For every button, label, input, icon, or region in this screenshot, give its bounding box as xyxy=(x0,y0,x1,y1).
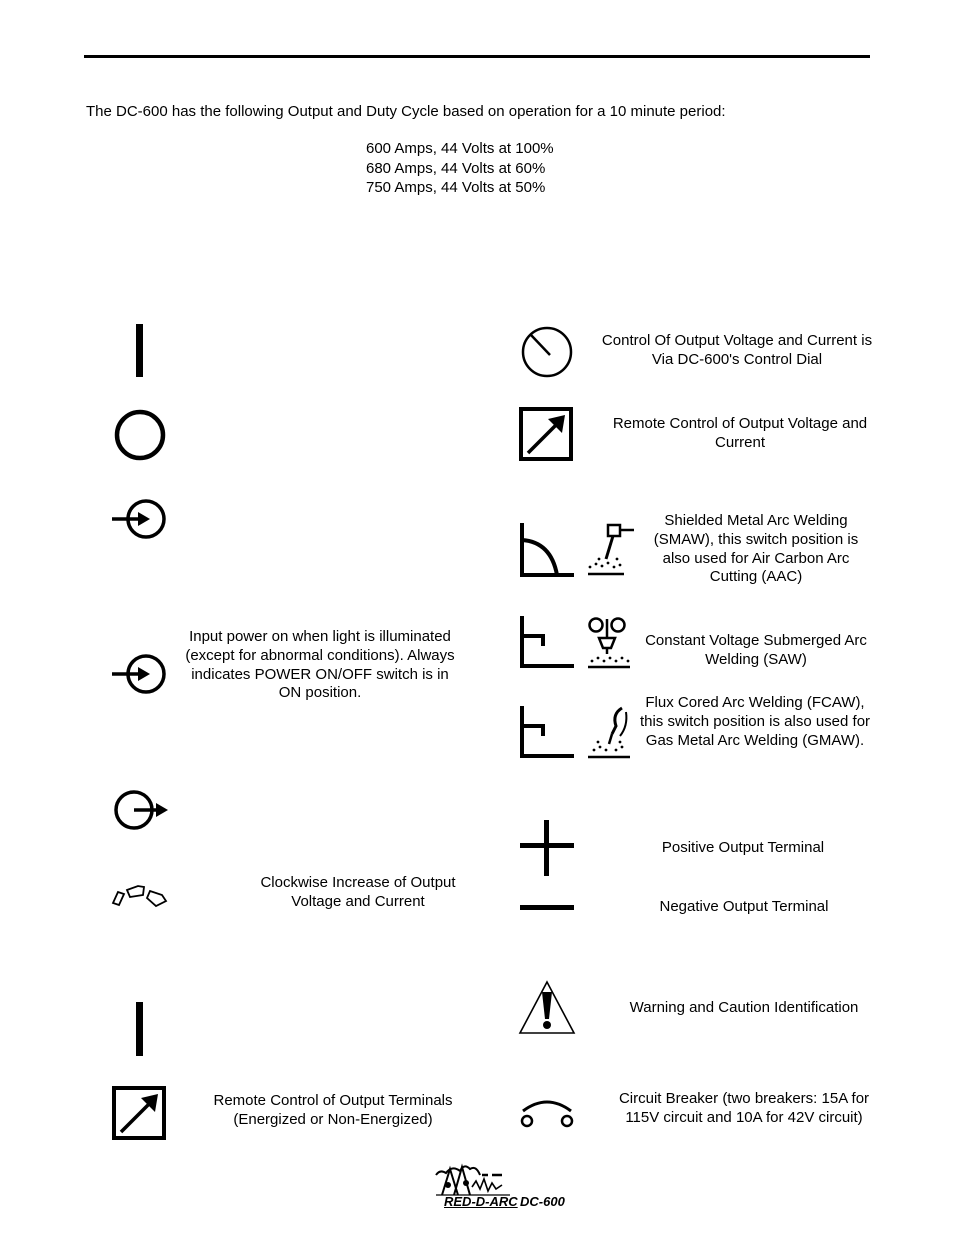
positive-terminal-description: Positive Output Terminal xyxy=(661,839,825,856)
power-on-light-icon xyxy=(110,652,170,698)
control-dial-icon xyxy=(519,324,575,380)
wire-gun-icon xyxy=(582,704,638,762)
footer-model: DC-600 xyxy=(520,1194,565,1209)
fcaw-description: Flux Cored Arc Welding (FCAW), this switch position is also used for Gas Metal Arc Welding (GMAW). xyxy=(639,694,871,749)
warning-description: Warning and Caution Identification xyxy=(629,999,859,1016)
on-symbol-icon xyxy=(134,1001,146,1059)
input-power-icon xyxy=(110,497,170,543)
remote-control-icon xyxy=(518,406,576,464)
clockwise-increase-icon xyxy=(110,882,170,910)
remote-control-description: Remote Control of Output Voltage and Current xyxy=(612,415,868,451)
circuit-breaker-description: Circuit Breaker (two breakers: 15A for 115V circuit and 10A for 42V circuit) xyxy=(618,1090,870,1126)
header-rule xyxy=(84,55,870,58)
intro-text: The DC-600 has the following Output and Duty Cycle based on operation for a 10 minute period: xyxy=(86,103,726,120)
off-symbol-icon xyxy=(112,407,168,463)
cv-curve-icon xyxy=(517,614,579,672)
rating-50: 750 Amps, 44 Volts at 50% xyxy=(366,179,546,196)
remote-control-icon xyxy=(111,1085,169,1143)
rating-100: 600 Amps, 44 Volts at 100% xyxy=(366,140,554,157)
saw-description: Constant Voltage Submerged Arc Welding (SAW) xyxy=(645,632,867,668)
on-symbol-icon xyxy=(134,322,146,380)
negative-terminal-description: Negative Output Terminal xyxy=(659,898,829,915)
warning-triangle-icon xyxy=(517,979,577,1037)
smaw-curve-icon xyxy=(517,520,579,580)
rating-60: 680 Amps, 44 Volts at 60% xyxy=(366,159,546,177)
clockwise-increase-description: Clockwise Increase of Output Voltage and Current xyxy=(260,874,456,910)
duty-cycle-ratings xyxy=(366,139,554,198)
remote-output-terminals-description: Remote Control of Output Terminals (Energized or Non-Energized) xyxy=(213,1092,453,1128)
plus-icon xyxy=(518,820,576,878)
red-d-arc-logo-icon xyxy=(432,1163,518,1197)
input-power-light-description: Input power on when light is illuminated (except for abnormal conditions). Always indicates POWER ON/OFF switch is in ON position. xyxy=(185,628,455,702)
submerged-arc-icon xyxy=(582,614,638,672)
circuit-breaker-icon xyxy=(517,1095,579,1131)
stick-electrode-icon xyxy=(582,521,638,579)
output-power-icon xyxy=(112,788,172,834)
smaw-description: Shielded Metal Arc Welding (SMAW), this switch position is also used for Air Carbon Arc Cutting (AAC) xyxy=(653,512,859,586)
control-dial-description: Control Of Output Voltage and Current is Via DC-600's Control Dial xyxy=(601,332,873,368)
footer-brand: RED-D-ARC xyxy=(444,1194,518,1209)
minus-icon xyxy=(518,902,576,914)
cv-curve-icon xyxy=(517,704,579,762)
